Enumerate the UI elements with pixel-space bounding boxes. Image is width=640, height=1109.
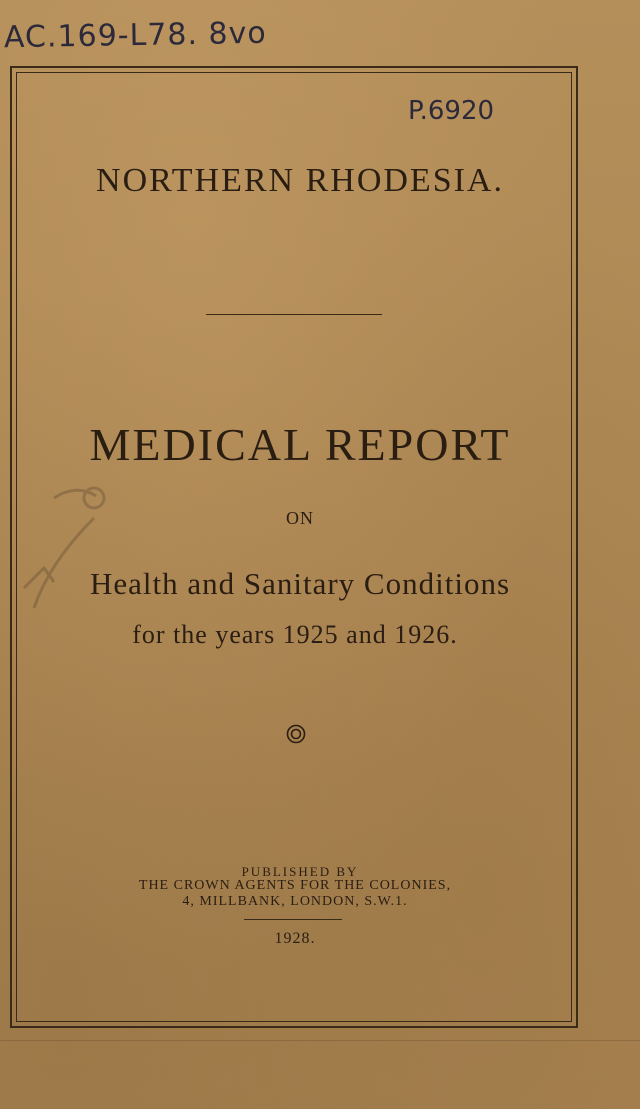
reference-handwritten-note: P.6920 xyxy=(408,96,495,126)
publisher-address: 4, MILLBANK, LONDON, S.W.1. xyxy=(182,894,408,909)
publication-year: 1928. xyxy=(274,930,316,947)
report-title: MEDICAL REPORT xyxy=(89,419,511,470)
title-connector: ON xyxy=(286,508,314,528)
accession-handwritten-note: AC.169-L78. 8vo xyxy=(3,15,268,56)
title-divider-rule xyxy=(206,314,382,315)
imprint-divider-rule xyxy=(244,919,342,920)
published-by-label: PUBLISHED BY xyxy=(241,864,359,879)
report-subject: Health and Sanitary Conditions xyxy=(89,566,511,601)
printer-ornament-icon xyxy=(286,724,306,744)
publisher-name: THE CROWN AGENTS FOR THE COLONIES, xyxy=(138,878,452,893)
country-heading: NORTHERN RHODESIA. xyxy=(96,162,504,199)
paper-crease xyxy=(0,1040,640,1041)
report-years: for the years 1925 and 1926. xyxy=(132,620,458,649)
